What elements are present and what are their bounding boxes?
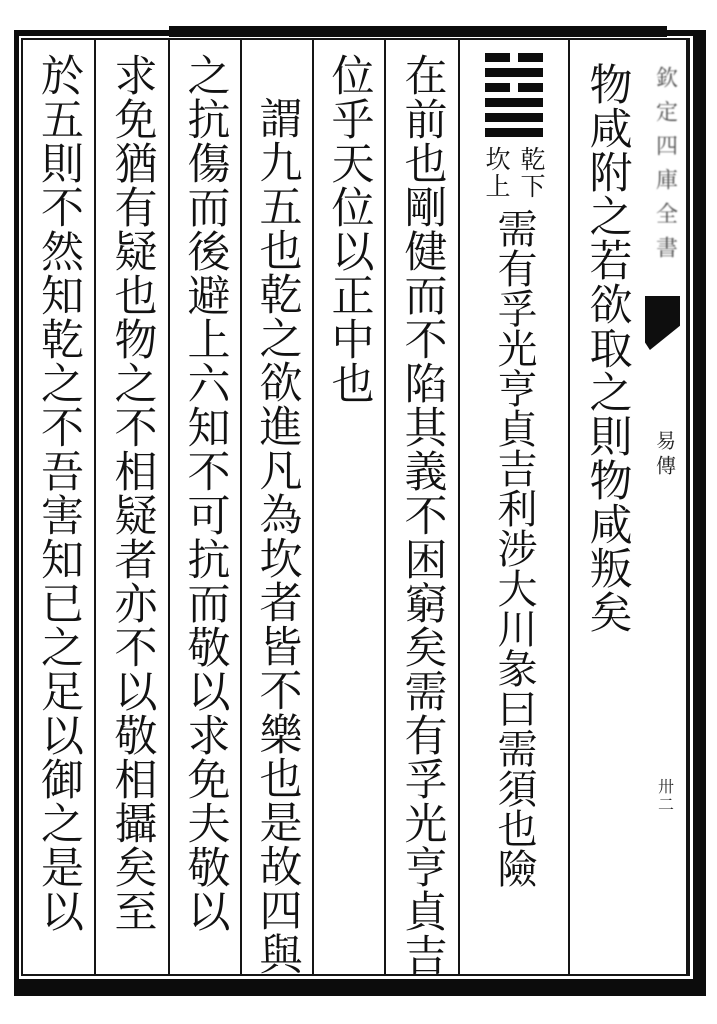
text-column-5 [240, 40, 312, 974]
text-column-8 [23, 40, 94, 974]
column-text: 之抗傷而後避上六知不可抗而敬以求免夫敬以 [180, 53, 231, 933]
page-frame [14, 30, 706, 996]
text-column-2-hexagram [458, 40, 568, 974]
spine-strip [644, 40, 688, 974]
trigram-label-upper: 坎上 [482, 146, 511, 200]
column-text: 位乎天位以正中也 [324, 53, 375, 405]
text-column-3 [384, 40, 458, 977]
column-text: 求免猶有疑也物之不相疑者亦不以敬相攝矣至 [107, 53, 158, 933]
column-text: 謂九五也乾之欲進凡為坎者皆不樂也是故四與 [252, 96, 303, 976]
page-number: 卅二 [655, 778, 675, 814]
text-area [23, 40, 644, 977]
text-column-6 [168, 40, 240, 974]
hexagram-figure [485, 53, 543, 143]
top-ink-bar [169, 26, 667, 37]
spine-header: 欽定四庫全書 [652, 66, 678, 270]
fishtail-marker [645, 296, 680, 350]
column-text: 需有孚光亨貞吉利涉大川彖曰需須也險 [491, 208, 537, 888]
text-column-4 [312, 40, 384, 974]
column-text: 於五則不然知乾之不吾害知已之足以御之是以 [34, 53, 84, 933]
column-text: 物咸附之若欲取之則物咸叛矣 [582, 62, 633, 634]
column-text: 在前也剛健而不陷其義不困窮矣需有孚光亨貞吉 [397, 53, 448, 977]
trigram-label-lower: 乾下 [517, 146, 546, 200]
spine-title: 易傳 [652, 430, 677, 480]
text-column-1 [568, 40, 644, 974]
page-inner-frame [21, 38, 690, 976]
text-column-7 [94, 40, 168, 974]
trigram-labels [484, 146, 544, 200]
